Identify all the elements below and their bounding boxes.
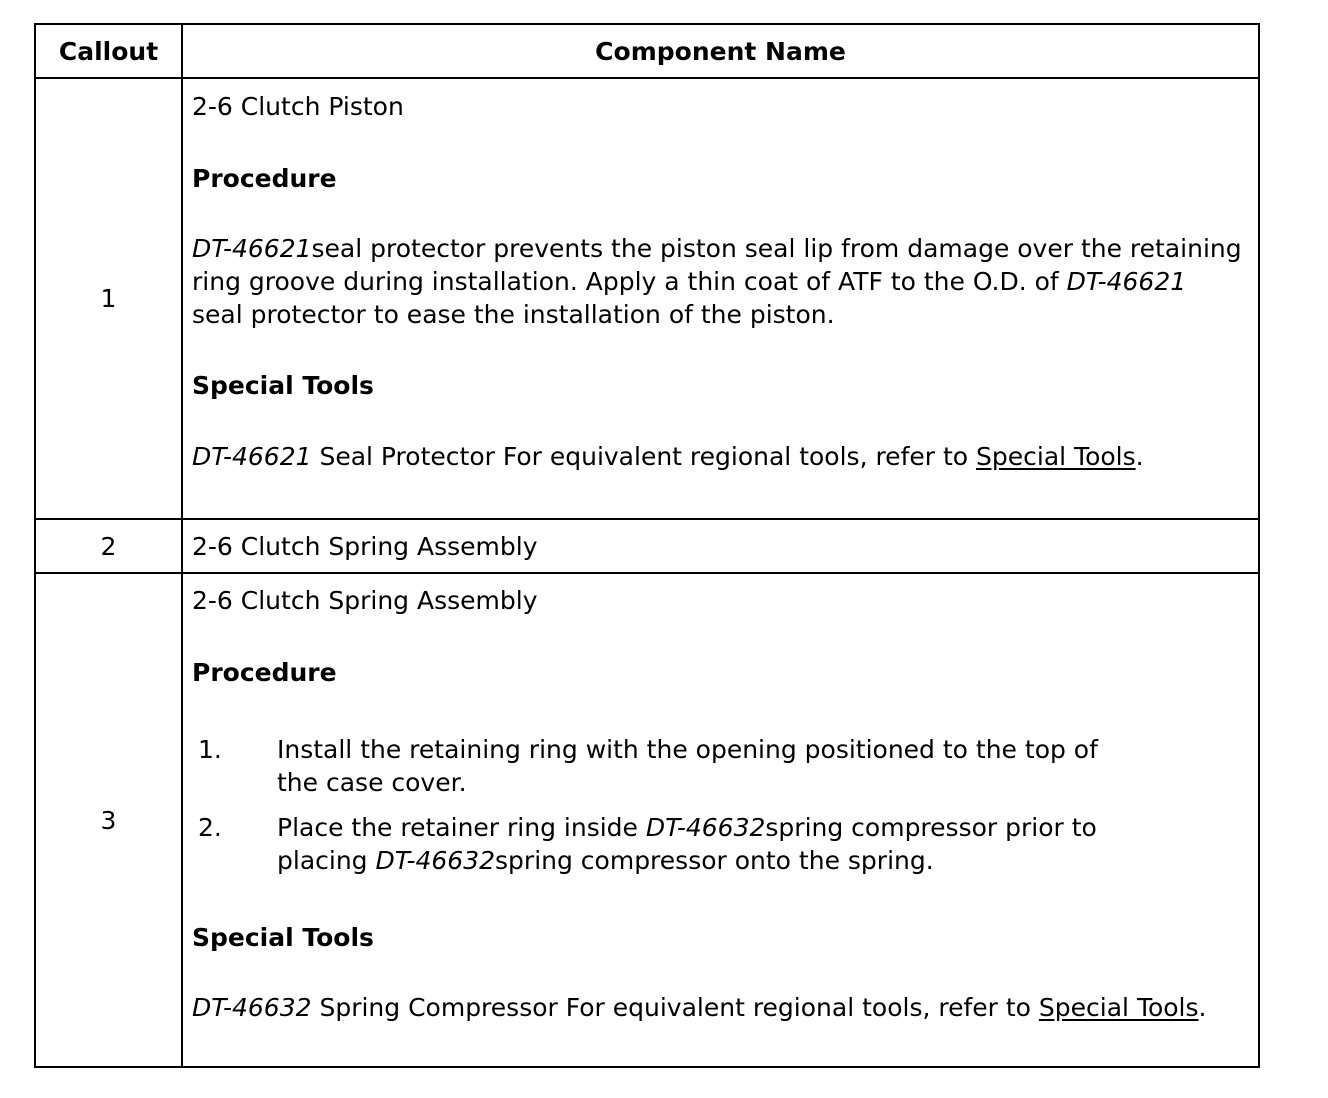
component-name: 2-6 Clutch Spring Assembly [192,586,538,615]
table-row [35,573,1259,1067]
special-tools-heading: Special Tools [192,371,374,400]
list-item [192,733,1244,799]
header-row [35,24,1259,78]
header-component-name: Component Name [182,24,1259,78]
step-text: Install the retaining ring with the opening positioned to the top of the case cover. [277,735,1098,797]
callout-cell: 2 [35,519,182,573]
special-tools-heading: Special Tools [192,923,374,952]
list-item [192,811,1244,877]
step-number: 2. [198,813,222,842]
tool-number: DT-46632 [375,846,496,875]
table-row [35,78,1259,519]
special-tools-link[interactable]: Special Tools [976,442,1136,471]
special-tools-text: DT-46632 Spring Compressor For equivalent regional tools, refer to Special Tools. [192,993,1207,1022]
callout-cell: 1 [35,78,182,519]
table-row [35,519,1259,573]
component-cell [182,573,1259,1067]
tool-number: DT-46632 [645,813,766,842]
tool-number: DT-46621 [192,234,312,263]
special-tools-text: DT-46621 Seal Protector For equivalent regional tools, refer to Special Tools. [192,442,1144,471]
procedure-heading: Procedure [192,164,337,193]
tool-number: DT-46632 [192,993,312,1022]
tool-number: DT-46621 [1066,267,1187,296]
procedure-heading: Procedure [192,658,337,687]
step-text: Place the retainer ring inside DT-46632spring compressor prior to placing DT-46632spring compressor onto the spring. [277,813,1097,875]
header-callout: Callout [35,24,182,78]
component-name: 2-6 Clutch Piston [192,92,404,121]
special-tools-link[interactable]: Special Tools [1038,993,1199,1022]
step-number: 1. [198,735,222,764]
component-name: 2-6 Clutch Spring Assembly [182,519,1259,573]
callout-cell: 3 [35,573,182,1067]
component-cell [182,78,1259,519]
tool-number: DT-46621 [192,442,312,471]
components-table [34,23,1260,1068]
procedure-text: DT-46621seal protector prevents the piston seal lip from damage over the retaining ring groove during installation. Apply a thin coat of ATF to the O.D. of DT-46621 seal protector to ease the installation of the piston. [192,234,1242,329]
procedure-steps [192,733,1244,877]
